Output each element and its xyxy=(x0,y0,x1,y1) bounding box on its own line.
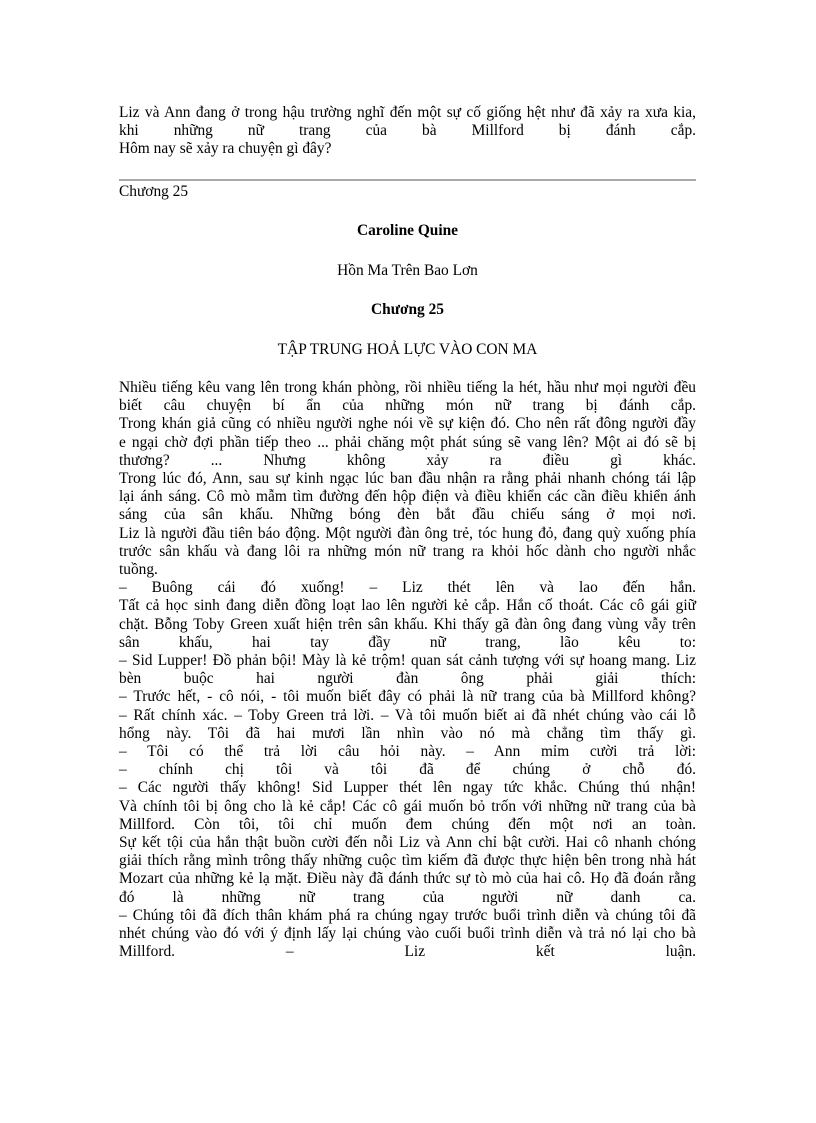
body-line: hổng này. Tôi đã hai mươi lần nhìn vào nó mà chẳng tìm thấy gì. xyxy=(119,724,696,742)
body-line: thương? ... Nhưng không xảy ra điều gì khác. xyxy=(119,451,696,469)
body-line: bèn buộc hai người đàn ông phải giải thích: xyxy=(119,670,696,688)
body-line: Tất cả học sinh đang diễn đồng loạt lao lên người kẻ cắp. Hắn cố thoát. Các cô gái giữ xyxy=(119,597,696,615)
body-line: giải thích rằng mình trông thấy những cuộc tìm kiếm đã được thực hiện bên trong nhà hát xyxy=(119,852,696,870)
body-line: Và chính tôi bị ông cho là kẻ cắp! Các cô gái muốn bỏ trốn với những nữ trang của bà xyxy=(119,797,696,815)
body-line: chặt. Bỗng Toby Green xuất hiện trên sân khấu. Khi thấy gã đàn ông đang vùng vẫy trên xyxy=(119,615,696,633)
body-line: Trong khán giả cũng có nhiều người nghe nói về sự kiện đó. Cho nên rất đông người đầy xyxy=(119,415,696,433)
body-line: Mozart của những kẻ lạ mặt. Điều này đã đánh thức sự tò mò của hai cô. Họ đã đoán rằng xyxy=(119,870,696,888)
body-text xyxy=(119,379,696,962)
intro-line: Hôm nay sẽ xảy ra chuyện gì đây? xyxy=(119,140,332,158)
body-line: Millford. Còn tôi, tôi chỉ muốn đem chúng đến một nơi an toàn. xyxy=(119,815,696,833)
body-line: Liz là người đầu tiên báo động. Một người đàn ông trẻ, tóc hung đỏ, đang quỳ xuống phía xyxy=(119,524,696,542)
body-line: sân khấu, hai tay đầy nữ trang, lão kêu to: xyxy=(119,633,696,651)
body-line: Nhiều tiếng kêu vang lên trong khán phòng, rồi nhiều tiếng la hét, hầu như mọi người đều xyxy=(119,379,696,396)
body-line: – chính chị tôi và tôi đã để chúng ở chỗ đó. xyxy=(119,761,696,779)
body-line: đó là những nữ trang của người nữ danh ca. xyxy=(119,888,696,906)
chapter-heading: Chương 25 xyxy=(371,301,444,318)
body-line: Sự kết tội của hắn thật buồn cười đến nỗi Liz và Ann chỉ bật cười. Hai cô nhanh chóng xyxy=(119,834,696,852)
body-line: – Sid Lupper! Đồ phản bội! Mày là kẻ trộm! quan sát cảnh tượng với sự hoang mang. Liz xyxy=(119,652,696,670)
body-line: biết câu chuyện bí ẩn của những món nữ trang bị đánh cắp. xyxy=(119,397,696,415)
chapter-title: TẬP TRUNG HOẢ LỰC VÀO CON MA xyxy=(277,341,538,358)
body-line: – Rất chính xác. – Toby Green trả lời. – Và tôi muốn biết ai đã nhét chúng vào cái lỗ xyxy=(119,706,696,724)
body-line: Trong lúc đó, Ann, sau sự kinh ngạc lúc ban đầu nhận ra rằng phải nhanh chóng tái lập xyxy=(119,470,696,488)
body-line: – Buông cái đó xuống! – Liz thét lên và lao đến hắn. xyxy=(119,579,696,597)
body-line: nhét chúng vào đó với ý định lấy lại chúng vào cuối buổi trình diễn và trả nó lại cho bà xyxy=(119,925,696,943)
horizontal-divider xyxy=(119,179,696,181)
intro-line: Liz và Ann đang ở trong hậu trường nghĩ đến một sự cố giống hệt như đã xảy ra xưa kia, xyxy=(119,104,696,121)
author-name: Caroline Quine xyxy=(356,222,459,239)
intro-paragraph xyxy=(119,104,696,159)
body-line: trước sân khấu và đang lôi ra những món nữ trang ra khỏi hốc dành cho người nhắc xyxy=(119,542,696,560)
body-line: – Chúng tôi đã đích thân khám phá ra chúng ngay trước buổi trình diễn và chúng tôi đã xyxy=(119,906,696,924)
book-title: Hồn Ma Trên Bao Lơn xyxy=(337,262,478,279)
chapter-label: Chương 25 xyxy=(119,183,189,200)
body-line: – Các người thấy không! Sid Lupper thét lên ngay tức khắc. Chúng thú nhận! xyxy=(119,779,696,797)
body-line: e ngại chờ đợi phần tiếp theo ... phải chăng một phát súng sẽ vang lên? Một ai đó sẽ bị xyxy=(119,433,696,451)
body-line: tuồng. xyxy=(119,561,158,579)
body-line: lại ánh sáng. Cô mò mẫm tìm đường đến hộp điện và điều khiển các cần điều khiển ánh xyxy=(119,488,696,506)
body-line: – Tôi có thể trả lời câu hỏi này. – Ann mỉm cười trả lời: xyxy=(119,743,696,761)
body-line: sáng của sân khấu. Những bóng đèn bắt đầu chiếu sáng ở mọi nơi. xyxy=(119,506,696,524)
body-line: Millford. – Liz kết luận. xyxy=(119,943,696,961)
body-line: – Trước hết, - cô nói, - tôi muốn biết đây có phải là nữ trang của bà Millford không? xyxy=(119,688,696,706)
intro-line: khi những nữ trang của bà Millford bị đánh cắp. xyxy=(119,122,696,140)
